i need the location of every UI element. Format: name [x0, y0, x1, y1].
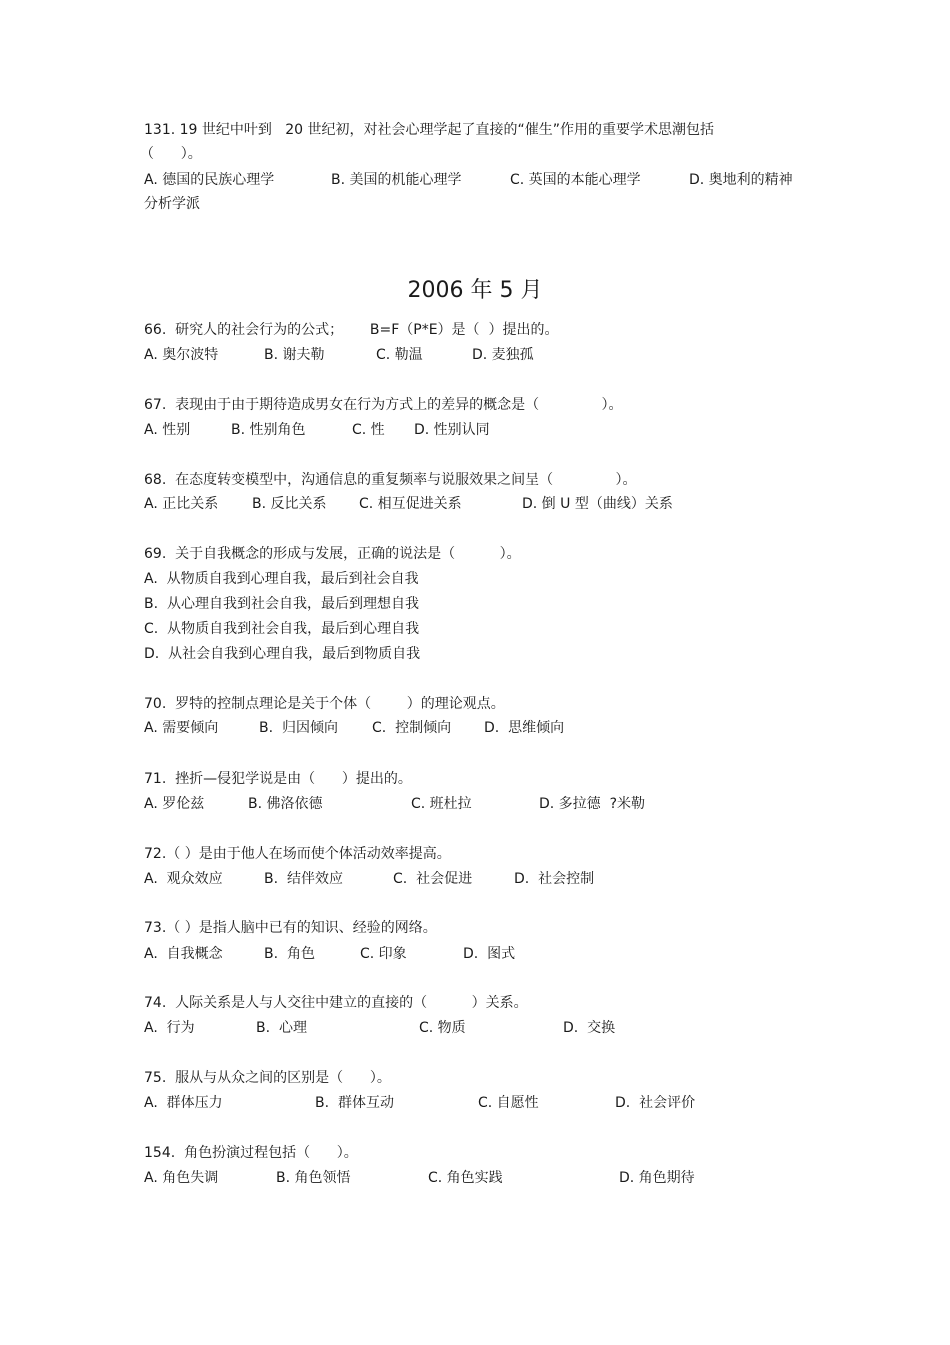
q131-stem-line1: 131. 19 世纪中叶到 20 世纪初，对社会心理学起了直接的“催生”作用的重要学术思潮包括: [144, 122, 715, 138]
q67-option-b: B. 性别角色: [231, 422, 306, 438]
q75-option-d: D. 社会评价: [615, 1095, 696, 1111]
q71-stem: 71. 挫折—侵犯学说是由（ ）提出的。: [144, 771, 412, 787]
q75-stem: 75. 服从与从众之间的区别是（ ）。: [144, 1070, 391, 1086]
q72-option-d: D. 社会控制: [514, 871, 595, 887]
q75-option-c: C. 自愿性: [478, 1095, 539, 1111]
q71-option-a: A. 罗伦兹: [144, 796, 205, 812]
q71-option-c: C. 班杜拉: [411, 796, 472, 812]
q69-option-a: A. 从物质自我到心理自我，最后到社会自我: [144, 571, 419, 587]
q70-option-c: C. 控制倾向: [372, 720, 452, 736]
q68-stem: 68. 在态度转变模型中，沟通信息的重复频率与说服效果之间呈（ ）。: [144, 472, 637, 488]
q69-option-b: B. 从心理自我到社会自我，最后到理想自我: [144, 596, 419, 612]
q68-option-a: A. 正比关系: [144, 496, 219, 512]
q72-stem: 72.（ ）是由于他人在场而使个体活动效率提高。: [144, 846, 451, 862]
q131-option-c: C. 英国的本能心理学: [510, 172, 641, 188]
section-heading: 2006 年 5 月: [407, 278, 543, 303]
q131-option-a: A. 德国的民族心理学: [144, 172, 275, 188]
q70-option-b: B. 归因倾向: [259, 720, 338, 736]
q154-option-c: C. 角色实践: [428, 1170, 503, 1186]
q68-option-c: C. 相互促进关系: [359, 496, 462, 512]
q154-option-a: A. 角色失调: [144, 1170, 219, 1186]
q73-option-a: A. 自我概念: [144, 946, 223, 962]
q74-option-d: D. 交换: [563, 1020, 616, 1036]
q74-option-a: A. 行为: [144, 1020, 195, 1036]
q67-option-d: D. 性别认同: [414, 422, 490, 438]
q154-option-d: D. 角色期待: [619, 1170, 695, 1186]
q72-option-a: A. 观众效应: [144, 871, 223, 887]
q73-option-d: D. 图式: [463, 946, 516, 962]
q69-option-c: C. 从物质自我到社会自我，最后到心理自我: [144, 621, 420, 637]
q67-option-c: C. 性: [352, 422, 385, 438]
q74-option-c: C. 物质: [419, 1020, 466, 1036]
q131-option-b: B. 美国的机能心理学: [331, 172, 462, 188]
q154-stem: 154. 角色扮演过程包括（ ）。: [144, 1145, 358, 1161]
q68-option-d: D. 倒 U 型（曲线）关系: [522, 496, 673, 512]
q154-option-b: B. 角色领悟: [276, 1170, 351, 1186]
q69-option-d: D. 从社会自我到心理自我，最后到物质自我: [144, 646, 421, 662]
q66-option-c: C. 勒温: [376, 347, 423, 363]
q67-option-a: A. 性别: [144, 422, 191, 438]
q66-option-a: A. 奥尔波特: [144, 347, 219, 363]
q67-stem: 67. 表现由于由于期待造成男女在行为方式上的差异的概念是（ ）。: [144, 397, 623, 413]
q71-option-b: B. 佛洛依德: [248, 796, 323, 812]
q66-option-d: D. 麦独孤: [472, 347, 534, 363]
q74-stem: 74. 人际关系是人与人交往中建立的直接的（ ）关系。: [144, 995, 528, 1011]
q70-option-d: D. 思维倾向: [484, 720, 565, 736]
q72-option-b: B. 结伴效应: [264, 871, 343, 887]
q70-stem: 70. 罗特的控制点理论是关于个体（ ）的理论观点。: [144, 696, 505, 712]
q73-option-b: B. 角色: [264, 946, 315, 962]
q66-stem: 66. 研究人的社会行为的公式； B=F（P*E）是（ ）提出的。: [144, 322, 559, 338]
q68-option-b: B. 反比关系: [252, 496, 327, 512]
q70-option-a: A. 需要倾向: [144, 720, 219, 736]
q75-option-b: B. 群体互动: [315, 1095, 394, 1111]
q69-stem: 69. 关于自我概念的形成与发展，正确的说法是（ ）。: [144, 546, 521, 562]
q131-option-d-continued: 分析学派: [144, 196, 200, 212]
q71-option-d: D. 多拉德 ?米勒: [539, 796, 646, 812]
q131-stem-line2: （ ）。: [140, 146, 202, 162]
q66-option-b: B. 谢夫勒: [264, 347, 325, 363]
q73-option-c: C. 印象: [360, 946, 407, 962]
q131-option-d: D. 奥地利的精神: [689, 172, 793, 188]
q73-stem: 73.（ ）是指人脑中已有的知识、经验的网络。: [144, 920, 437, 936]
q75-option-a: A. 群体压力: [144, 1095, 223, 1111]
q72-option-c: C. 社会促进: [393, 871, 473, 887]
q74-option-b: B. 心理: [256, 1020, 307, 1036]
